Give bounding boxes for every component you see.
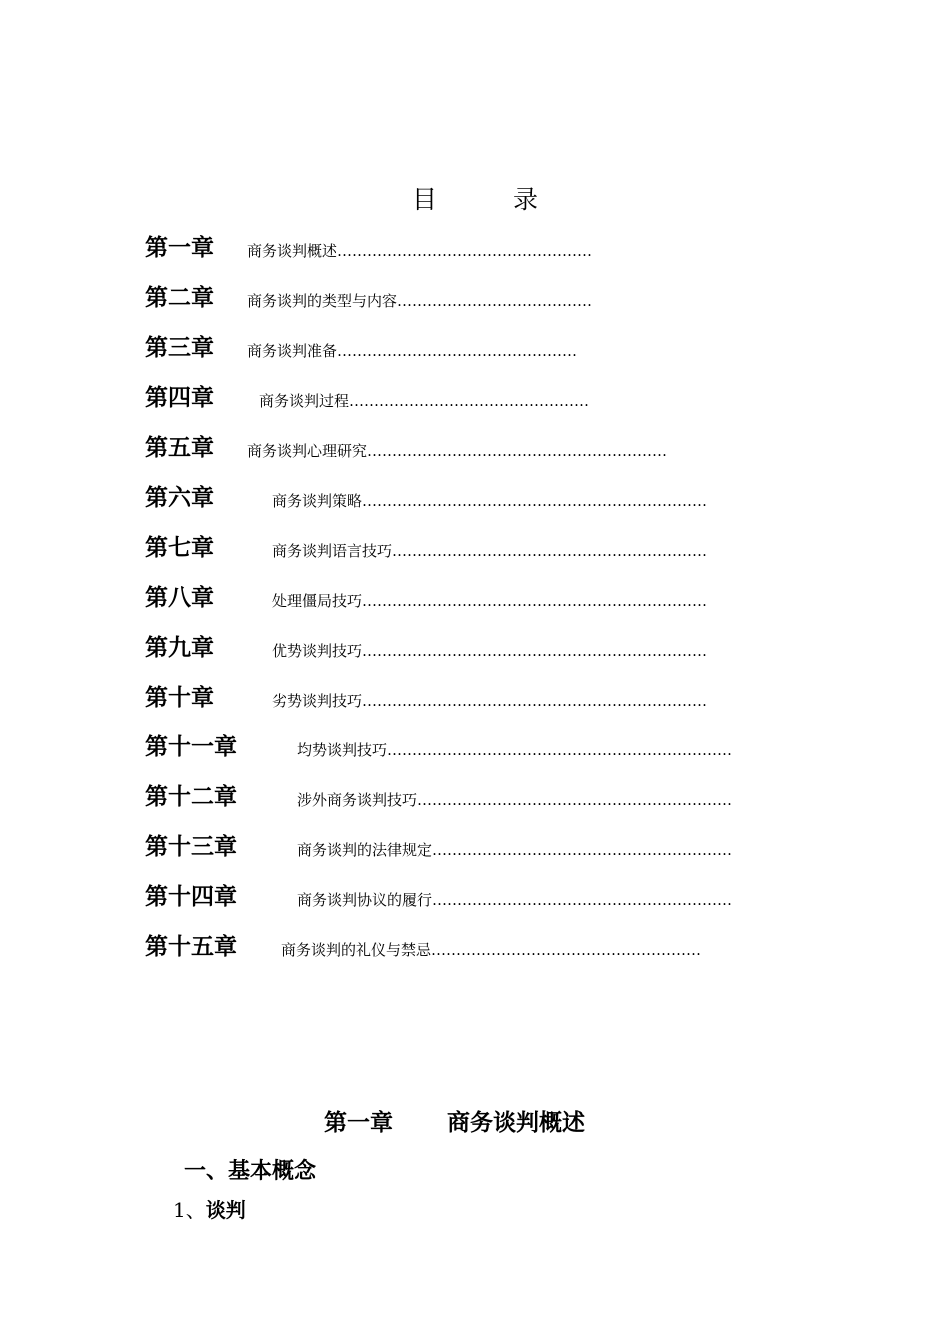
toc-chapter-label: 第九章	[145, 634, 214, 661]
subsection-number: 1、	[173, 1198, 206, 1222]
toc-chapter-label: 第四章	[145, 384, 214, 411]
toc-entry-text: 处理僵局技巧……………………………………………………………	[272, 592, 708, 610]
toc-entry-text: 商务谈判概述……………………………………………	[247, 242, 593, 260]
toc-entry-text: 商务谈判语言技巧………………………………………………………	[272, 542, 708, 560]
toc-entry-text: 商务谈判心理研究……………………………………………………	[247, 442, 668, 460]
chapter-number: 第一章	[324, 1109, 393, 1136]
toc-entry-text: 劣势谈判技巧……………………………………………………………	[272, 692, 708, 710]
chapter-heading	[324, 1104, 585, 1137]
toc-entry-text: 商务谈判准备…………………………………………	[247, 342, 578, 360]
toc-chapter-label: 第五章	[145, 434, 214, 461]
toc-chapter-label: 第十三章	[145, 833, 237, 860]
toc-chapter-label: 第十五章	[145, 933, 237, 960]
toc-entry-text: 商务谈判协议的履行……………………………………………………	[297, 891, 733, 909]
toc-entry-text: 商务谈判策略……………………………………………………………	[272, 492, 708, 510]
toc-chapter-label: 第十章	[145, 684, 214, 711]
toc-chapter-label: 第六章	[145, 484, 214, 511]
toc-entry-text: 商务谈判的礼仪与禁忌………………………………………………	[281, 941, 702, 959]
toc-entry-text: 优势谈判技巧……………………………………………………………	[272, 642, 708, 660]
toc-chapter-label: 第三章	[145, 334, 214, 361]
subsection-title: 谈判	[205, 1198, 246, 1222]
toc-chapter-label: 第八章	[145, 584, 214, 611]
toc-entry-text: 商务谈判过程…………………………………………	[259, 392, 590, 410]
toc-chapter-label: 第十一章	[145, 733, 237, 760]
toc-title: 目 录	[412, 185, 572, 214]
toc-entry-text: 涉外商务谈判技巧………………………………………………………	[297, 791, 733, 809]
toc-entry-text: 商务谈判的法律规定……………………………………………………	[297, 841, 733, 859]
section-heading: 一、基本概念	[184, 1158, 317, 1184]
toc-chapter-label: 第二章	[145, 284, 214, 311]
chapter-title: 商务谈判概述	[447, 1109, 585, 1136]
toc-chapter-label: 第一章	[145, 234, 214, 261]
toc-chapter-label: 第七章	[145, 534, 214, 561]
toc-chapter-label: 第十四章	[145, 883, 237, 910]
toc-chapter-label: 第十二章	[145, 783, 237, 810]
subsection-heading	[173, 1194, 246, 1223]
toc-entry-text: 均势谈判技巧……………………………………………………………	[297, 741, 733, 759]
toc-entry-text: 商务谈判的类型与内容…………………………………	[247, 292, 593, 310]
